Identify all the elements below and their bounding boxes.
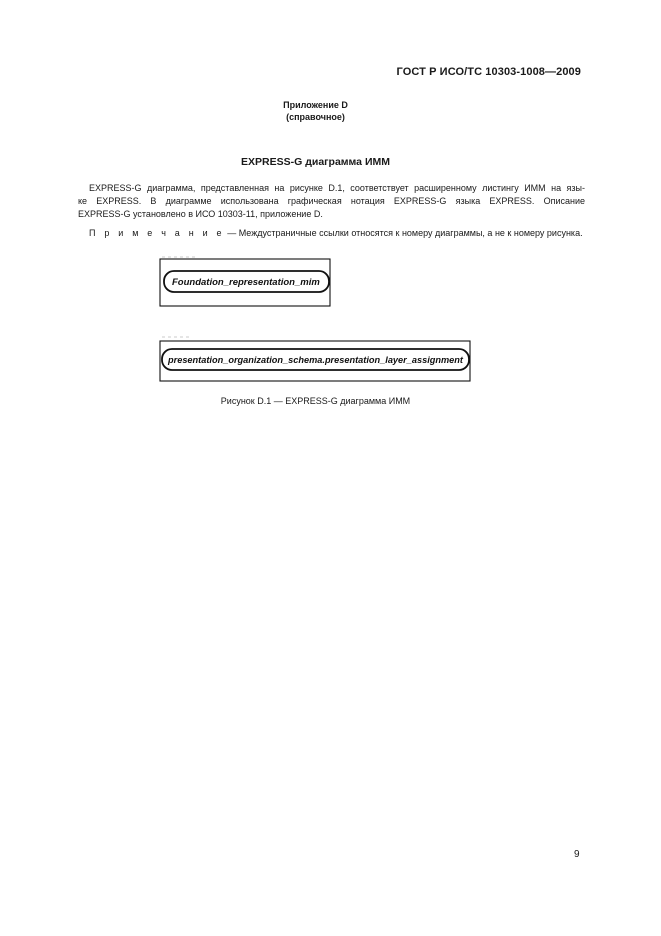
document-header: ГОСТ Р ИСО/ТС 10303-1008—2009: [396, 66, 581, 78]
paragraph-line: ке EXPRESS. В диаграмме использована графическая нотация EXPRESS-G языка EXPRESS. Описание: [78, 196, 585, 206]
annex-heading: [0, 99, 631, 123]
note: [89, 228, 583, 238]
figure-caption: Рисунок D.1 — EXPRESS-G диаграмма ИММ: [220, 396, 411, 406]
annex-title: Приложение D: [283, 100, 348, 110]
paragraph-line: EXPRESS-G диаграмма, представленная на рисунке D.1, соответствует расширенному листингу ИММ на язы-: [89, 183, 585, 193]
section-title: EXPRESS-G диаграмма ИММ: [241, 156, 390, 168]
paragraph-line: EXPRESS-G установлено в ИСО 10303-11, приложение D.: [78, 209, 323, 219]
schema-box-label: Foundation_representation_mim: [172, 277, 320, 288]
note-text: — Междустраничные ссылки относятся к номеру диаграммы, а не к номеру рисунка.: [224, 228, 583, 238]
annex-subtitle: (справочное): [286, 112, 345, 122]
note-label: П р и м е ч а н и е: [89, 228, 225, 238]
schema-box: [160, 259, 330, 306]
body-paragraph: [78, 182, 585, 221]
page-number: 9: [574, 849, 580, 860]
reference-box-label: presentation_organization_schema.presentation_layer_assignment: [167, 355, 464, 366]
reference-box: [160, 341, 470, 381]
express-g-diagram: [150, 248, 480, 388]
